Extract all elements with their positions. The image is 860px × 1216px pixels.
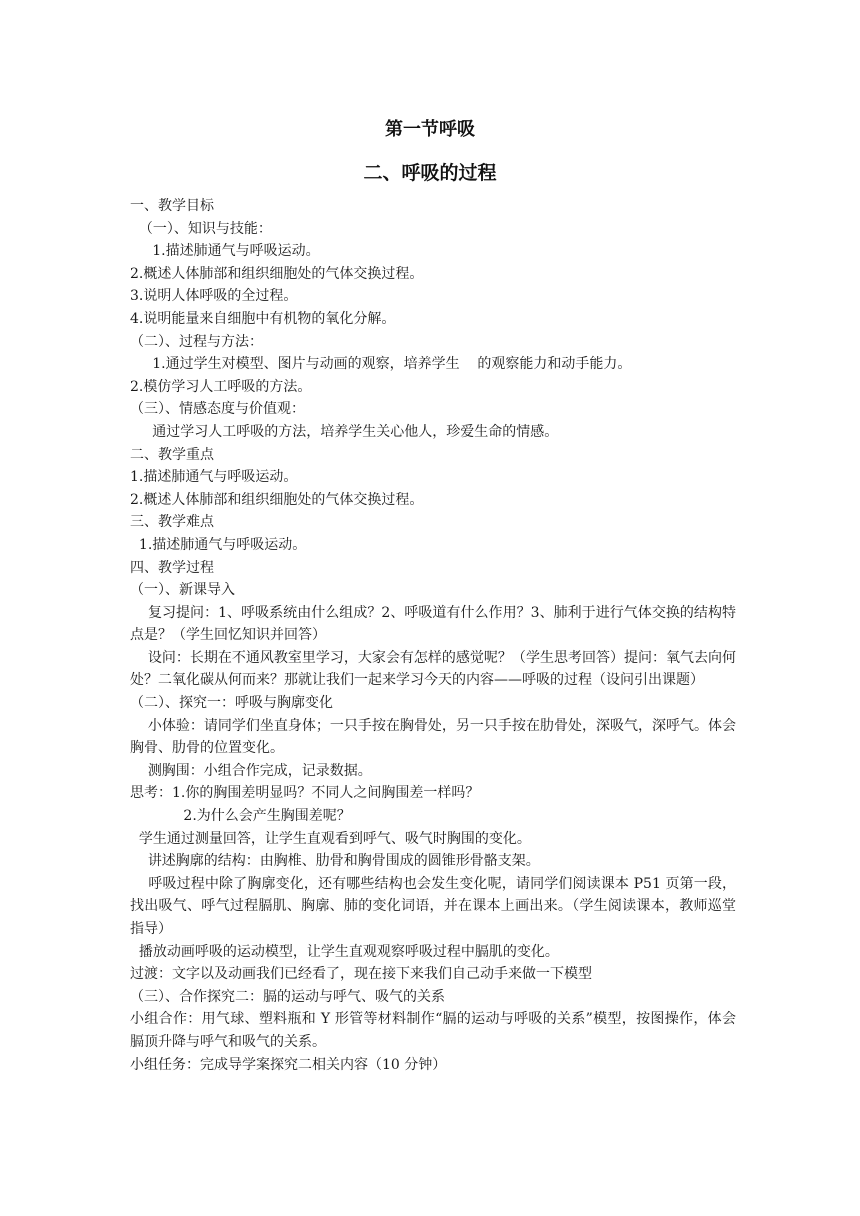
- objective-item: 1.描述肺通气与呼吸运动。: [130, 243, 320, 260]
- section-heading-difficulties: 三、教学难点: [130, 514, 214, 531]
- document-title: 第一节呼吸: [385, 119, 475, 140]
- paragraph-think-1: 思考：1.你的胸围差明显吗？不同人之间胸围差一样吗？: [130, 785, 480, 802]
- difficulty-item: 1.描述肺通气与呼吸运动。: [130, 536, 307, 553]
- subsection-inquiry-one: （二）、探究一：呼吸与胸廓变化: [130, 695, 333, 712]
- paragraph-measure-chest: 测胸围：小组合作完成，记录数据。: [130, 762, 372, 779]
- objective-item: 4.说明能量来自细胞中有机物的氧化分解。: [130, 310, 396, 327]
- subsection-introduction: （一）、新课导入: [130, 582, 235, 599]
- paragraph-think-2: 2.为什么会产生胸围差呢？: [130, 808, 351, 825]
- paragraph-group-cooperation: 小组合作：用气球、塑料瓶和 Y 形管等材料制作“膈的运动与呼吸的关系”模型，按图操作，体会膈顶升降与呼气和吸气的关系。: [130, 1011, 736, 1050]
- paragraph-group-task: 小组任务：完成导学案探究二相关内容（10 分钟）: [130, 1056, 447, 1073]
- subsection-inquiry-two: （三）、合作探究二：膈的运动与呼气、吸气的关系: [130, 988, 445, 1005]
- section-heading-key-points: 二、教学重点: [130, 446, 214, 463]
- paragraph-reading-task: 呼吸过程中除了胸廓变化，还有哪些结构也会发生变化呢，请同学们阅读课本 P51 页第一段，找出吸气、呼气过程膈肌、胸廓、肺的变化词语，并在课本上画出来。（学生阅读课本，教师巡堂指导）: [130, 875, 736, 937]
- objective-item: 通过学习人工呼吸的方法，培养学生关心他人，珍爱生命的情感。: [130, 423, 559, 440]
- key-point-item: 2.概述人体肺部和组织细胞处的气体交换过程。: [130, 491, 424, 508]
- objective-item: 3.说明人体呼吸的全过程。: [130, 288, 298, 305]
- paragraph-thorax-structure: 讲述胸廓的结构：由胸椎、肋骨和胸骨围成的圆锥形骨骼支架。: [130, 853, 540, 870]
- document-body: [130, 195, 736, 1076]
- objective-item: 2.概述人体肺部和组织细胞处的气体交换过程。: [130, 265, 424, 282]
- key-point-item: 1.描述肺通气与呼吸运动。: [130, 469, 298, 486]
- paragraph-student-answer: 学生通过测量回答，让学生直观看到呼气、吸气时胸围的变化。: [130, 830, 531, 847]
- subsection-attitudes-values: （三）、情感态度与价值观：: [130, 401, 305, 418]
- section-heading-objectives: 一、教学目标: [130, 198, 214, 214]
- paragraph-animation: 播放动画呼吸的运动模型，让学生直观观察呼吸过程中膈肌的变化。: [130, 943, 559, 960]
- subsection-knowledge-skills: （一）、知识与技能：: [130, 220, 272, 237]
- section-heading-process: 四、教学过程: [130, 559, 214, 576]
- objective-item: 2.模仿学习人工呼吸的方法。: [130, 378, 312, 395]
- paragraph-question-setup: 设问：长期在不通风教室里学习，大家会有怎样的感觉呢？（学生思考回答）提问：氧气去向何处？二氧化碳从何而来？那就让我们一起来学习今天的内容——呼吸的过程（设问引出课题）: [130, 649, 736, 689]
- paragraph-transition: 过渡：文字以及动画我们已经看了，现在接下来我们自己动手来做一下模型: [130, 966, 592, 983]
- subsection-process-methods: （二）、过程与方法：: [130, 333, 263, 350]
- document-subtitle: 二、呼吸的过程: [363, 162, 497, 184]
- paragraph-experience: 小体验：请同学们坐直身体；一只手按在胸骨处，另一只手按在肋骨处，深吸气，深呼气。体会胸骨、肋骨的位置变化。: [130, 717, 736, 757]
- paragraph-review-questions: 复习提问：1、呼吸系统由什么组成？2、呼吸道有什么作用？3、肺利于进行气体交换的结构特点是？（学生回忆知识并回答）: [130, 604, 736, 644]
- objective-item: 1.通过学生对模型、图片与动画的观察，培养学生 的观察能力和动手能力。: [130, 356, 632, 373]
